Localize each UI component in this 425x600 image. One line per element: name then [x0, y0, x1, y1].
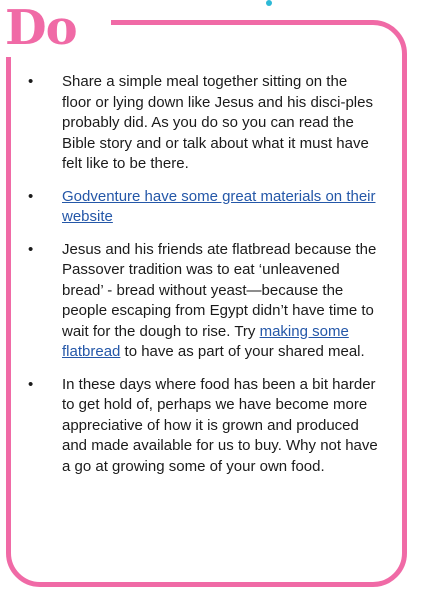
list-item — [28, 72, 380, 175]
bullet: • — [28, 73, 34, 90]
flatbread-link[interactable]: making some flatbread — [62, 322, 349, 360]
bullet: • — [28, 187, 34, 205]
item-text: Share a simple meal together sitting on the floor or lying down like Jesus and his disci-ples probably did. As you do so you can read the Bible story and or talk about what it must have felt like to be there. — [62, 73, 373, 172]
item-text: Jesus and his friends ate flatbread because the Passover tradition was to eat ‘unleavened bread’ - bread without yeast—because the people escaping from Egypt didn’t have time to wait for the dough to rise. Try — [62, 240, 377, 340]
section-title: Do — [5, 0, 77, 56]
list-item — [28, 187, 380, 228]
decorative-dot — [266, 0, 272, 6]
bullet: • — [28, 240, 34, 258]
list-item — [28, 375, 380, 478]
activity-list — [28, 72, 380, 489]
list-item — [28, 240, 380, 363]
bullet: • — [28, 375, 34, 393]
item-text: to have as part of your shared meal. — [120, 343, 365, 360]
godventure-link[interactable]: Godventure have some great materials on their website — [62, 187, 376, 225]
item-text: In these days where food has been a bit harder to get hold of, perhaps we have become more appreciative of how it is grown and produced and made available for us to buy. Why not have a go at growing some of your own food. — [62, 375, 378, 475]
title-wrap — [1, 0, 111, 57]
